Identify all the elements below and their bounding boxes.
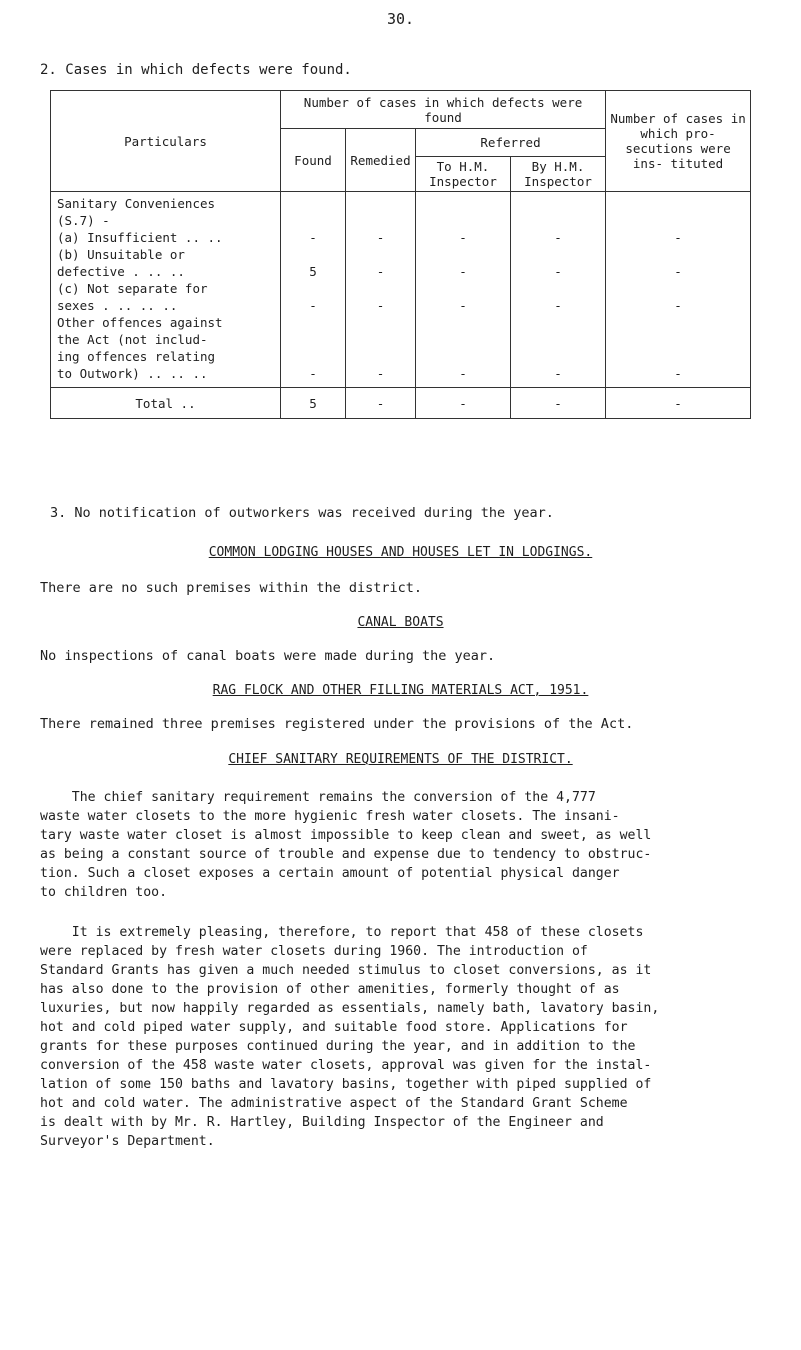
total-by-hmi: -	[511, 388, 606, 419]
canal-text: No inspections of canal boats were made during the year.	[40, 648, 496, 664]
prosecutions-cell: - - - -	[606, 192, 751, 388]
header-prosecutions: Number of cases in which pro- secutions were ins- tituted	[606, 91, 751, 192]
defects-table	[50, 90, 751, 419]
total-remedied: -	[346, 388, 416, 419]
section-heading: 2. Cases in which defects were found.	[40, 62, 352, 78]
rag-flock-title: RAG FLOCK AND OTHER FILLING MATERIALS ACT, 1951.	[212, 683, 589, 698]
outwork-line: 3. No notification of outworkers was received during the year.	[50, 505, 554, 521]
header-particulars: Particulars	[51, 91, 281, 192]
header-to-hmi: To H.M. Inspector	[416, 157, 511, 192]
total-found: 5	[281, 388, 346, 419]
header-remedied: Remedied	[346, 129, 416, 192]
rag-flock-text: There remained three premises registered under the provisions of the Act.	[40, 716, 634, 732]
total-prosecutions: -	[606, 388, 751, 419]
header-group: Number of cases in which defects were found	[281, 91, 606, 129]
particulars-cell: Sanitary Conveniences (S.7) - (a) Insufficient .. .. (b) Unsuitable or defective . .. .. (c) Not separate for sexes . .. .. .. Other offences against the Act (not includ- ing offences relating to Outwork) .. .. ..	[51, 192, 281, 388]
chief-requirements-title: CHIEF SANITARY REQUIREMENTS OF THE DISTRICT.	[228, 752, 573, 767]
table-body-row	[51, 192, 751, 388]
to-hmi-cell: - - - -	[416, 192, 511, 388]
remedied-cell: - - - -	[346, 192, 416, 388]
by-hmi-cell: - - - -	[511, 192, 606, 388]
canal-title: CANAL BOATS	[357, 615, 444, 630]
lodging-text: There are no such premises within the district.	[40, 580, 423, 596]
found-cell: - 5 - -	[281, 192, 346, 388]
total-label: Total ..	[51, 388, 281, 419]
paragraph-closets: The chief sanitary requirement remains the conversion of the 4,777 waste water closets to the more hygienic fresh water closets. The insani- tary waste water closet is almost impossible to keep clean and sweet, as well as being a constant source of trouble and expense due to tendency to obstruc- tion. Such a closet exposes a certain amount of potential physical danger to children too.	[40, 790, 652, 900]
paragraph-conversions: It is extremely pleasing, therefore, to report that 458 of these closets were replaced by fresh water closets during 1960. The introduction of Standard Grants has given a much needed stimulus to closet conversions, as it has also done to the provision of other amenities, formerly thought of as luxuries, but now happily regarded as essentials, namely bath, lavatory basin, hot and cold piped water supply, and suitable food store. Applications for grants for these purposes continued during the year, and in addition to the conversion of the 458 waste water closets, approval was given for the instal- lation of some 150 baths and lavatory basins, together with piped supplied of hot and cold water. The administrative aspect of the Standard Grant Scheme is dealt with by Mr. R. Hartley, Building Inspector of the Engineer and Surveyor's Department.	[40, 925, 660, 1149]
lodging-title: COMMON LODGING HOUSES AND HOUSES LET IN LODGINGS.	[208, 545, 593, 560]
header-found: Found	[281, 129, 346, 192]
page-number: 30.	[386, 10, 415, 28]
total-row	[51, 388, 751, 419]
header-referred: Referred	[416, 129, 606, 157]
header-by-hmi: By H.M. Inspector	[511, 157, 606, 192]
total-to-hmi: -	[416, 388, 511, 419]
